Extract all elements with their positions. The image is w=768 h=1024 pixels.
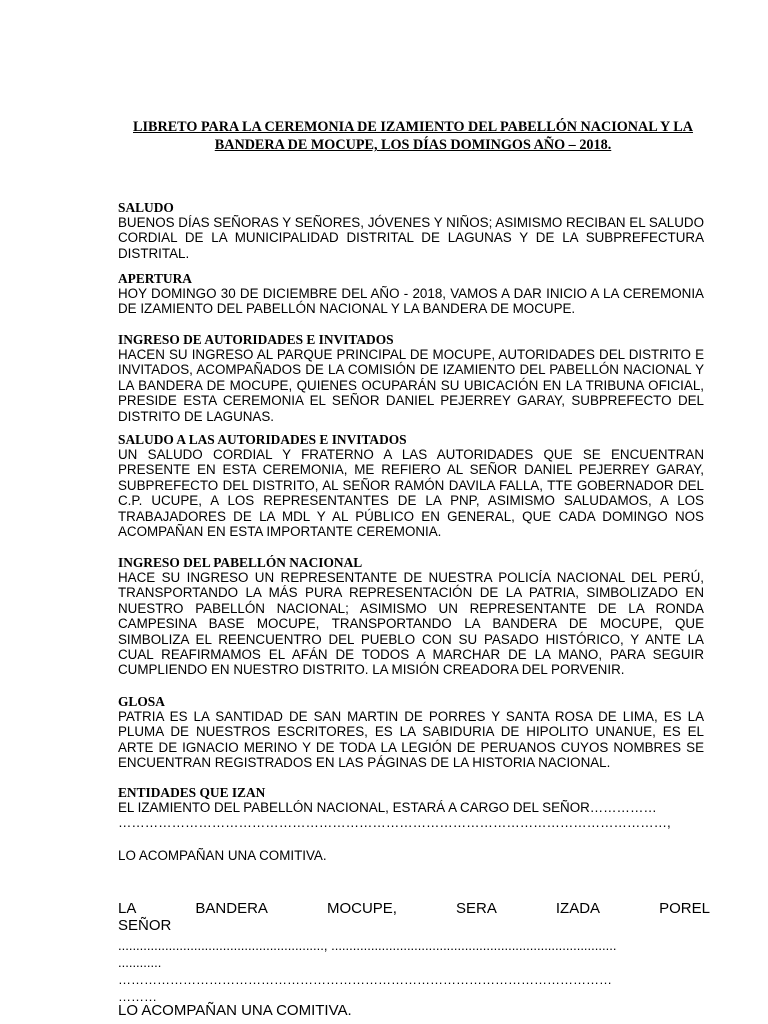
fill-in-dots: …………………………………………………………………………………………………… [118, 972, 612, 987]
bandera-paragraph [118, 900, 710, 934]
section-heading: SALUDO [118, 200, 174, 215]
section-saludo [118, 200, 704, 261]
fill-in-dots: ……… [118, 989, 157, 1004]
comitiva-text: LO ACOMPAÑAN UNA COMITIVA. [118, 1002, 352, 1019]
section-ingreso-autoridades [118, 332, 704, 424]
fill-in-dots: ........................................................., ............................................................................... [118, 938, 617, 953]
section-heading: ENTIDADES QUE IZAN [118, 785, 266, 800]
bandera-line [118, 900, 710, 917]
word: IZADA [555, 900, 601, 917]
section-heading: GLOSA [118, 694, 165, 709]
fill-in-dots-block [118, 937, 710, 1005]
section-heading: INGRESO DEL PABELLÓN NACIONAL [118, 555, 363, 570]
section-glosa [118, 694, 704, 771]
section-text: HACE SU INGRESO UN REPRESENTANTE DE NUESTRA POLICÍA NACIONAL DEL PERÚ, TRANSPORTANDO LA MÁS PURA REPRESENTACIÓN DE LA PATRIA, SIMBOLIZADO EN NUESTRO PABELLÓN NACIONAL; ASIMISMO UN REPRESENTANTE DE LA RONDA CAMPESINA BASE MOCUPE, TRANSPORTANDO LA BANDERA DE MOCUPE, QUE SIMBOLIZA EL REENCUENTRO DEL PUEBLO CON SU PASADO HISTÓRICO, Y ANTE LA CUAL REAFIRMAMOS EL AFÁN DE TODOS A MARCHAR DE LA MANO, PARA SEGUIR CUMPLIENDO EN NUESTRO DISTRITO. LA MISIÓN CREADORA DEL PORVENIR. [118, 570, 704, 678]
section-text: HACEN SU INGRESO AL PARQUE PRINCIPAL DE MOCUPE, AUTORIDADES DEL DISTRITO E INVITADOS, ACOMPAÑADOS DE LA COMISIÓN DE IZAMIENTO DEL PABELLÓN NACIONAL Y LA BANDERA DE MOCUPE, QUIENES OCUPARÁN SU UBICACIÓN EN LA TRIBUNA OFICIAL, PRESIDE ESTA CEREMONIA EL SEÑOR DANIEL PEJERREY GARAY, SUBPREFECTO DEL DISTRITO DE LAGUNAS. [118, 347, 704, 424]
section-text: PATRIA ES LA SANTIDAD DE SAN MARTIN DE PORRES Y SANTA ROSA DE LIMA, ES LA PLUMA DE NUESTROS ESCRITORES, ES LA SABIDURIA DE HIPOLITO UNANUE, ES EL ARTE DE IGNACIO MERINO Y DE TODA LA LEGIÓN DE PERUANOS CUYOS NOMBRES SE ENCUENTRAN REGISTRADOS EN LAS PÁGINAS DE LA HISTORIA NACIONAL. [118, 709, 704, 771]
fill-in-line: EL IZAMIENTO DEL PABELLÓN NACIONAL, ESTARÁ A CARGO DEL SEÑOR…………… [118, 800, 657, 815]
section-heading: SALUDO A LAS AUTORIDADES E INVITADOS [118, 432, 407, 447]
word: LA [118, 900, 137, 917]
document-title: LIBRETO PARA LA CEREMONIA DE IZAMIENTO DEL PABELLÓN NACIONAL Y LA BANDERA DE MOCUPE, LOS DÍAS DOMINGOS AÑO – 2018. [133, 119, 693, 153]
word: SERA [456, 900, 497, 917]
section-text: BUENOS DÍAS SEÑORAS Y SEÑORES, JÓVENES Y NIÑOS; ASIMISMO RECIBAN EL SALUDO CORDIAL DE LA MUNICIPALIDAD DISTRITAL DE LAGUNAS Y DE LA SUBPREFECTURA DISTRITAL. [118, 215, 704, 261]
section-ingreso-pabellon [118, 555, 704, 678]
section-heading: INGRESO DE AUTORIDADES E INVITADOS [118, 332, 394, 347]
section-apertura [118, 271, 704, 317]
section-text: HOY DOMINGO 30 DE DICIEMBRE DEL AÑO - 2018, VAMOS A DAR INICIO A LA CEREMONIA DE IZAMIENTO DEL PABELLÓN NACIONAL Y LA BANDERA DE MOCUPE. [118, 286, 704, 317]
word: POREL [659, 900, 710, 917]
section-saludo-autoridades [118, 432, 704, 539]
comitiva-text: LO ACOMPAÑAN UNA COMITIVA. [118, 848, 327, 863]
section-entidades [118, 785, 712, 831]
fill-in-dots: ……………………………………………………………………………………………………………, [118, 815, 671, 831]
fill-in-dots: ............ [118, 955, 162, 970]
section-heading: APERTURA [118, 271, 192, 286]
word: MOCUPE, [326, 900, 397, 917]
bandera-last-word: SEÑOR [118, 917, 172, 934]
section-text: UN SALUDO CORDIAL Y FRATERNO A LAS AUTORIDADES QUE SE ENCUENTRAN PRESENTE EN ESTA CEREMONIA, ME REFIERO AL SEÑOR DANIEL PEJERREY GARAY, SUBPREFECTO DEL DISTRITO, AL SEÑOR RAMÓN DAVILA FALLA, TTE GOBERNADOR DEL C.P. UCUPE, A LOS REPRESENTANTES DE LA PNP, ASIMISMO SALUDAMOS, A LOS TRABAJADORES DE LA MDL Y AL PÚBLICO EN GENERAL, QUE CADA DOMINGO NOS ACOMPAÑAN EN ESTA IMPORTANTE CEREMONIA. [118, 447, 704, 540]
word: BANDERA [195, 900, 268, 917]
